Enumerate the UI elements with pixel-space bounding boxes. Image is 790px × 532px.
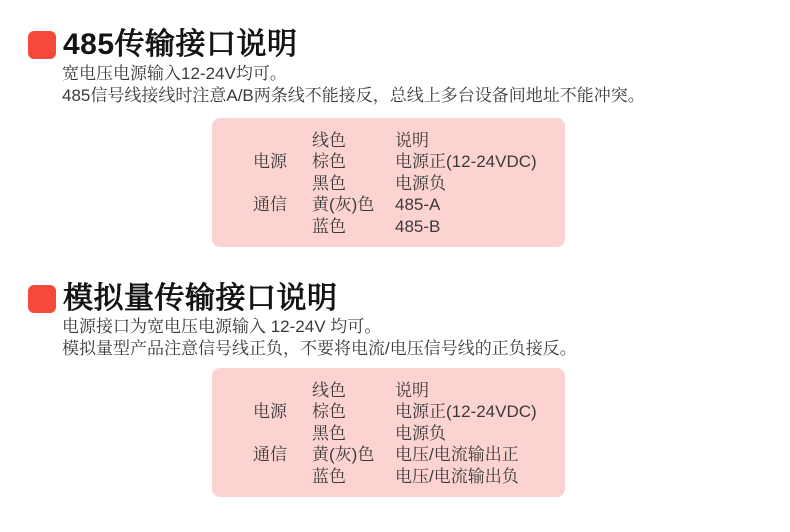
table-cell-color: 线色 xyxy=(312,131,346,150)
table-cell-color: 蓝色 xyxy=(312,216,346,236)
section-paragraphs-analog xyxy=(62,316,577,360)
paragraph-line: 宽电压电源输入12-24V均可。 xyxy=(62,64,287,83)
section-header-analog xyxy=(28,283,338,315)
paragraph-line: 模拟量型产品注意信号线正负，不要将电流/电压信号线的正负接反。 xyxy=(62,339,577,358)
table-cell-group: 电源 xyxy=(253,402,287,422)
table-cell-desc: 说明 xyxy=(395,381,429,400)
wire-table-grid xyxy=(212,118,565,237)
table-cell-desc: 电压/电流输出正 xyxy=(395,445,519,465)
table-cell-color: 黄(灰)色 xyxy=(312,195,375,215)
table-cell-desc: 485-B xyxy=(395,216,441,236)
section-paragraphs-485 xyxy=(62,63,645,107)
wiring-table-analog xyxy=(212,368,565,497)
table-cell-desc: 电源负 xyxy=(395,173,446,193)
wiring-table-485 xyxy=(212,118,565,247)
table-cell-color: 蓝色 xyxy=(312,466,346,486)
table-cell-group xyxy=(253,380,312,401)
table-cell-group xyxy=(253,173,312,194)
red-square-bullet-icon xyxy=(28,31,56,59)
table-cell-desc: 电压/电流输出负 xyxy=(395,466,519,486)
section-header-485 xyxy=(28,29,298,61)
table-cell-group xyxy=(253,466,312,487)
section-title-analog: 模拟量传输接口说明 xyxy=(63,282,338,315)
red-square-bullet-icon xyxy=(28,285,56,313)
table-cell-color: 黄(灰)色 xyxy=(312,445,375,465)
table-cell-desc: 说明 xyxy=(395,131,429,150)
table-cell-color: 棕色 xyxy=(312,152,346,172)
table-cell-desc: 485-A xyxy=(395,195,441,215)
table-cell-color: 黑色 xyxy=(312,423,346,443)
table-cell-color: 棕色 xyxy=(312,402,346,422)
table-cell-desc: 电源正(12-24VDC) xyxy=(395,152,537,172)
table-cell-color: 线色 xyxy=(312,381,346,400)
paragraph-line: 电源接口为宽电压电源输入 12-24V 均可。 xyxy=(62,317,382,336)
table-cell-desc: 电源负 xyxy=(395,423,446,443)
table-cell-color: 黑色 xyxy=(312,173,346,193)
table-cell-desc: 电源正(12-24VDC) xyxy=(395,402,537,422)
table-cell-group xyxy=(253,216,312,237)
table-cell-group xyxy=(253,130,312,151)
section-title-485: 485传输接口说明 xyxy=(63,28,298,61)
table-cell-group: 电源 xyxy=(253,152,287,172)
table-cell-group xyxy=(253,423,312,444)
wire-table-grid xyxy=(212,368,565,487)
table-cell-group: 通信 xyxy=(253,445,287,465)
table-cell-group: 通信 xyxy=(253,195,287,215)
paragraph-line: 485信号线接线时注意A/B两条线不能接反，总线上多台设备间地址不能冲突。 xyxy=(62,86,645,105)
